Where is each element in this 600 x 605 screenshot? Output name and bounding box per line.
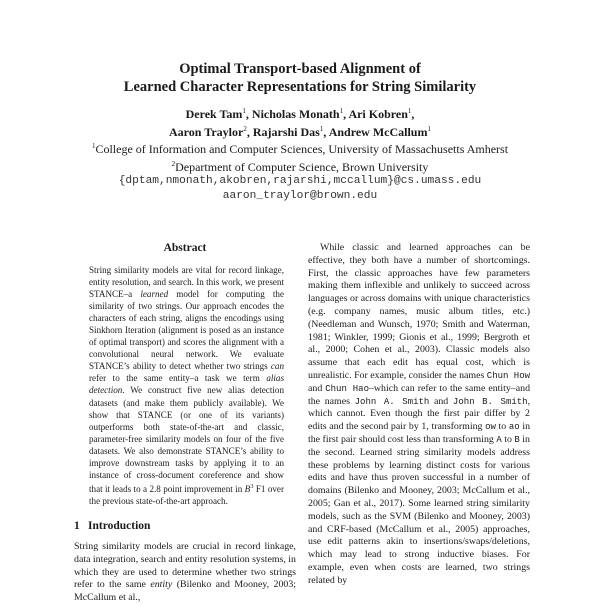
- left-column: [74, 242, 296, 605]
- intro-emphasis: entity: [150, 579, 173, 591]
- abstract-emphasis: learned: [140, 289, 169, 300]
- intro-paragraph: [74, 541, 296, 605]
- body-text: While classic and learned approaches can be effective, they both have a number of shortcomings. First, the classic approaches have few parameters making them inflexible and unlikely to succeed across languages or across domains with unique characteristics (e.g. company names, music album titles, etc.) (Needleman and Wunsch, 1970; Smith and Waterman, 1981; Winkler, 1999; Gionis et al., 1999; Bergroth et al., 2000; Cohen et al., 2003). Classic models also assume that each edit has equal cost, which is unrealistic. For example, consider the names: [308, 242, 530, 381]
- author-name: Aaron Traylor: [169, 124, 244, 139]
- abstract-text: F1 over the previous state-of-the-art approach.: [89, 483, 284, 506]
- paper-title: [0, 60, 600, 96]
- author-separator: ,: [246, 124, 253, 139]
- author-name: Ari Kobren: [348, 107, 408, 121]
- affiliation-mark: 2: [171, 159, 176, 168]
- author-block: [0, 104, 600, 203]
- abstract-math: B: [244, 483, 251, 494]
- author-row-2: [0, 122, 600, 140]
- author-mark: 1: [319, 124, 324, 133]
- body-text: to: [495, 421, 509, 433]
- intro-text: (Bilenko and Mooney, 2003; McCallum et al.,: [74, 579, 296, 604]
- author-separator: ,: [343, 107, 349, 121]
- body-text: and: [429, 395, 453, 407]
- body-text: and: [308, 382, 326, 394]
- abstract-text: refer to the same entity–a task we term: [89, 373, 267, 384]
- author-name: Derek Tam: [185, 107, 243, 121]
- email-umass: {dptam,nmonath,akobren,rajarshi,mccallum}@cs.umass.edu: [118, 175, 482, 187]
- body-text: –which can refer to the same entity–and the names: [308, 382, 531, 407]
- abstract-text: String similarity models are vital for record linkage, entity resolution, and search. In this work, we present STANCE–a: [89, 265, 284, 300]
- abstract-text: model for computing the similarity of two strings. Our approach encodes the characters of each string, aligns the encodings using Sinkhorn Iteration (alignment is posed as an instance of optimal transport) and scores the alignment with a convolutional neural network. We evaluate STANCE’s ability to detect whether two strings: [89, 289, 284, 372]
- body-text: , which cannot. Even though the first pair differ by 2 edits and the second pair by 1, transforming: [308, 395, 531, 433]
- affiliation-1: [0, 139, 600, 157]
- affiliation-2: [0, 157, 600, 175]
- example-string: ao: [508, 422, 520, 433]
- author-mark: 1: [407, 107, 412, 115]
- abstract-text: . We construct five new alias detection datasets (and make them publicly available). We show that STANCE (or one of its variants) outperforms both state-of-the-art and classic, parameter-free similarity models on four of the five datasets. We also demonstrate STANCE’s ability to improve downstream tasks by applying it to an instance of cross-document coreference and show that it leads to a 2.8 point improvement in: [89, 385, 284, 494]
- abstract-heading: Abstract: [163, 242, 207, 254]
- right-column: [308, 242, 530, 588]
- author-name: Nicholas Monath: [251, 107, 340, 121]
- right-paragraph: [308, 242, 530, 588]
- body-text: in the second. Learned string similarity models address these problems by learning distinct costs for various edits and have thus proven successful in a number of domains (Bilenko and Mooney, 2003; McCallum et al., 2005; Gan et al., 2017). Some learned string similarity models, such as the SVM (Bilenko and Mooney, 2003) and CRF-based (McCallum et al., 2005) approaches, use edit patterns akin to insertions/swaps/deletions, which may lead to strong inductive biases. For example, even when costs are learned, two strings related by: [308, 433, 530, 586]
- section-number: 1: [74, 519, 80, 532]
- example-string: Chun How: [486, 370, 531, 381]
- author-row-1: [0, 104, 600, 122]
- author-name: Andrew McCallum: [328, 124, 428, 139]
- intro-text: String similarity models are crucial in record linkage, data integration, search and entity resolution systems, in which they are used to determine whether two strings refer to the same: [74, 540, 296, 591]
- author-mark: 1: [242, 107, 246, 115]
- author-name: Rajarshi Das: [252, 124, 320, 139]
- section-title: Introduction: [88, 519, 151, 532]
- example-string: John A. Smith: [354, 396, 430, 407]
- body-text: in the first pair should cost less than transforming: [308, 421, 531, 445]
- section-heading-introduction: [74, 520, 296, 532]
- abstract-math-sup: 3: [250, 482, 254, 490]
- author-mark: 1: [339, 107, 344, 115]
- example-string: John B. Smith: [452, 396, 528, 407]
- body-text: to: [501, 433, 515, 445]
- title-line-2: Learned Character Representations for String Similarity: [123, 79, 477, 95]
- author-mark: 2: [243, 124, 247, 133]
- title-line-1: Optimal Transport-based Alignment of: [179, 61, 421, 77]
- abstract-emphasis: alias detection: [89, 373, 284, 396]
- affiliation-text: College of Information and Computer Sciences, University of Massachusetts Amherst: [95, 142, 509, 156]
- affiliation-text: Department of Computer Science, Brown University: [175, 159, 429, 174]
- author-separator: ,: [245, 107, 252, 121]
- author-separator: ,: [411, 107, 415, 121]
- affiliation-mark: 1: [91, 142, 96, 150]
- example-string: Chun Hao: [325, 383, 369, 394]
- abstract-emphasis: can: [270, 361, 284, 372]
- author-mark: 1: [427, 124, 431, 133]
- example-string: B: [514, 434, 520, 445]
- right-column-body: [308, 242, 530, 588]
- author-separator: ,: [323, 124, 329, 139]
- abstract-paragraph: [89, 264, 284, 507]
- abstract-body: [89, 264, 284, 507]
- introduction-body: [74, 541, 296, 605]
- email-brown: aaron_traylor@brown.edu: [222, 189, 378, 202]
- example-string: A: [496, 434, 502, 445]
- example-string: ow: [485, 422, 496, 433]
